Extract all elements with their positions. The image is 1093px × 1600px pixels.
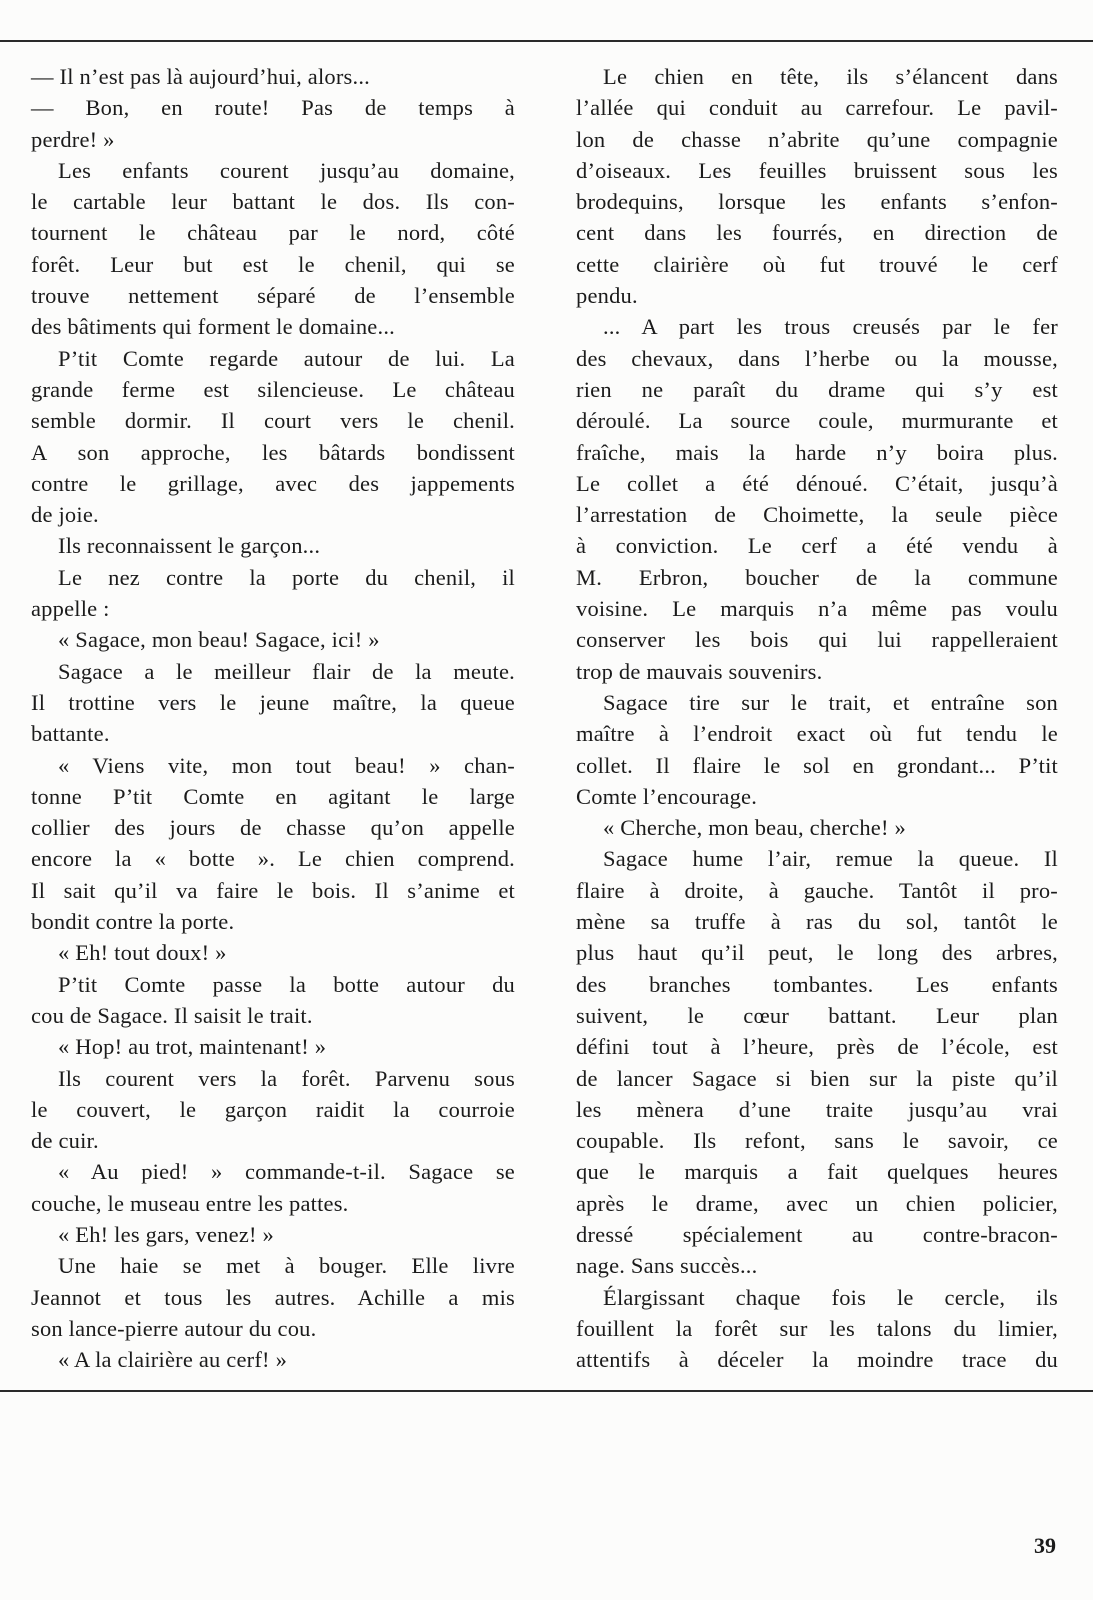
text-line: ... A part les trous creusés par le fer [603,314,1058,340]
text-line: Ils courent vers la forêt. Parvenu sous [58,1065,515,1091]
text-line: cou de Sagace. Il saisit le trait. [31,1002,313,1028]
text-line: mène sa truffe à ras du sol, tantôt le [576,909,1058,935]
text-line: P’tit Comte passe la botte autour du [58,971,515,997]
text-line: collier des jours de chasse qu’on appelle [31,815,515,841]
text-line: grande ferme est silencieuse. Le château [31,376,515,402]
text-line: perdre! » [31,126,115,152]
text-line: d’oiseaux. Les feuilles bruissent sous les [576,157,1058,183]
text-line: semble dormir. Il court vers le chenil. [31,408,515,434]
text-line: Le chien en tête, ils s’élancent dans [603,64,1058,89]
text-line: — Bon, en route! Pas de temps à [31,95,515,121]
page-number: 39 [1034,1533,1056,1558]
text-line: rien ne paraît du drame qui s’y est [576,376,1058,402]
text-line: Il trottine vers le jeune maître, la queue [31,689,515,715]
text-line: tournent le château par le nord, côté [31,220,515,246]
text-line: son lance-pierre autour du cou. [31,1315,317,1341]
text-line: cent dans les fourrés, en direction de [576,220,1058,246]
text-line: après le drame, avec un chien policier, [576,1190,1058,1216]
text-line: « A la clairière au cerf! » [58,1347,288,1373]
text-line: des chevaux, dans l’herbe ou la mousse, [576,345,1058,371]
text-line: l’allée qui conduit au carrefour. Le pavil- [576,95,1058,121]
text-line: Une haie se met à bouger. Elle livre [58,1253,515,1279]
text-line: Jeannot et tous les autres. Achille a mis [31,1284,515,1310]
text-line: A son approche, les bâtards bondissent [31,439,515,465]
text-line: Sagace a le meilleur flair de la meute. [58,658,515,684]
top-rule [0,40,1093,42]
text-line: Le collet a été dénoué. C’était, jusqu’à [576,470,1058,496]
text-line: « Au pied! » commande-t-il. Sagace se [58,1159,515,1185]
text-line: attentifs à déceler la moindre trace du [576,1347,1058,1373]
text-line: le couvert, le garçon raidit la courroie [31,1096,515,1122]
text-line: « Sagace, mon beau! Sagace, ici! » [58,627,380,653]
text-line: forêt. Leur but est le chenil, qui se [31,251,515,277]
text-line: bondit contre la porte. [31,909,235,935]
text-line: collet. Il flaire le sol en grondant... P’tit [576,752,1058,778]
text-line: déroulé. La source coule, murmurante et [576,408,1058,434]
text-line: les mènera d’une traite jusqu’au vrai [576,1096,1058,1122]
text-line: le cartable leur battant le dos. Ils con- [31,189,515,215]
text-line: coupable. Ils refont, sans le savoir, ce [576,1128,1058,1154]
text-line: que le marquis a fait quelques heures [576,1159,1058,1185]
text-line: « Cherche, mon beau, cherche! » [603,815,906,841]
text-line: pendu. [576,283,638,309]
text-line: maître à l’endroit exact où fut tendu le [576,721,1058,747]
text-line: Comte l’encourage. [576,783,758,809]
text-line: flaire à droite, à gauche. Tantôt il pro- [576,877,1058,903]
text-line: cette clairière où fut trouvé le cerf [576,251,1058,277]
bottom-rule [0,1390,1093,1392]
text-line: Sagace tire sur le trait, et entraîne son [603,689,1058,715]
text-line: nage. Sans succès... [576,1253,758,1279]
text-line: encore la « botte ». Le chien comprend. [31,846,515,872]
text-line: Il sait qu’il va faire le bois. Il s’anime et [31,877,515,903]
right-text-column [576,61,1058,1375]
text-line: de joie. [31,502,99,528]
text-line: « Eh! tout doux! » [58,940,227,966]
text-line: — Il n’est pas là aujourd’hui, alors... [31,64,370,89]
text-line: battante. [31,721,110,747]
text-line: de lancer Sagace si bien sur la piste qu’il [576,1065,1058,1091]
text-line: défini tout à l’heure, près de l’école, est [576,1034,1058,1060]
text-line: de cuir. [31,1128,99,1154]
text-line: des bâtiments qui forment le domaine... [31,314,395,340]
text-line: suivent, le cœur battant. Leur plan [576,1002,1058,1028]
text-line: Élargissant chaque fois le cercle, ils [603,1284,1058,1310]
text-line: lon de chasse n’abrite qu’une compagnie [576,126,1058,152]
text-line: des branches tombantes. Les enfants [576,971,1058,997]
text-line: trouve nettement séparé de l’ensemble [31,283,515,309]
text-line: trop de mauvais souvenirs. [576,658,823,684]
text-line: fouillent la forêt sur les talons du limier, [576,1315,1058,1341]
text-line: « Viens vite, mon tout beau! » chan- [58,752,515,778]
text-line: Ils reconnaissent le garçon... [58,533,321,559]
text-line: à conviction. Le cerf a été vendu à [576,533,1058,559]
text-line: conserver les bois qui lui rappelleraient [576,627,1058,653]
text-line: fraîche, mais la harde n’y boira plus. [576,439,1058,465]
text-line: voisine. Le marquis n’a même pas voulu [576,596,1058,622]
left-text-column [31,61,515,1375]
text-line: « Eh! les gars, venez! » [58,1221,274,1247]
text-line: couche, le museau entre les pattes. [31,1190,349,1216]
text-line: appelle : [31,596,110,622]
text-line: Le nez contre la porte du chenil, il [58,564,515,590]
text-line: dressé spécialement au contre-bracon- [576,1221,1058,1247]
text-line: tonne P’tit Comte en agitant le large [31,783,515,809]
text-line: Les enfants courent jusqu’au domaine, [58,157,515,183]
text-line: contre le grillage, avec des jappements [31,470,515,496]
text-line: brodequins, lorsque les enfants s’enfon- [576,189,1058,215]
text-line: plus haut qu’il peut, le long des arbres, [576,940,1058,966]
text-line: « Hop! au trot, maintenant! » [58,1034,327,1060]
text-line: l’arrestation de Choimette, la seule pièce [576,502,1058,528]
text-line: M. Erbron, boucher de la commune [576,564,1058,590]
text-line: P’tit Comte regarde autour de lui. La [58,345,515,371]
text-line: Sagace hume l’air, remue la queue. Il [603,846,1058,872]
